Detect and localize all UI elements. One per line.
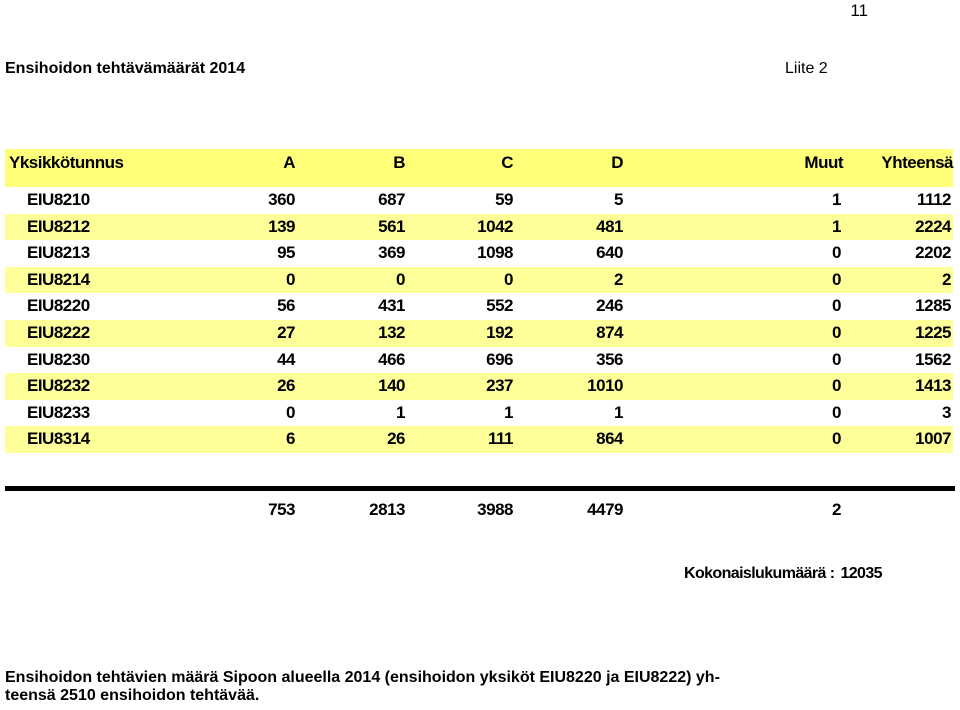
- cell-b: 1: [396, 402, 405, 422]
- caption-line-1: Ensihoidon tehtävien määrä Sipoon alueella 2014 (ensihoidon yksiköt EIU8220 ja EIU8222) yh-: [5, 669, 720, 686]
- cell-c: 1098: [477, 243, 513, 263]
- cell-c: 1: [504, 402, 513, 422]
- cell-a: 44: [277, 349, 295, 369]
- header-a: A: [283, 153, 295, 172]
- cell-c: 192: [486, 323, 513, 342]
- cell-b: 26: [387, 429, 405, 449]
- document-title: Ensihoidon tehtävämäärät 2014: [5, 60, 246, 77]
- caption: [5, 669, 885, 705]
- unit-id: EIU8213: [27, 243, 90, 263]
- table-header-row: [5, 149, 953, 187]
- table-row: [5, 320, 953, 347]
- cell-total: 1413: [915, 376, 951, 396]
- header-d: D: [611, 153, 623, 172]
- table-row: [5, 267, 953, 294]
- cell-a: 95: [277, 243, 295, 263]
- cell-total: 3: [942, 402, 951, 422]
- cell-a: 0: [286, 269, 295, 289]
- unit-id: EIU8314: [27, 429, 90, 449]
- page-number: 11: [850, 1, 868, 20]
- table-row: [5, 426, 953, 453]
- cell-other: 0: [832, 323, 841, 342]
- cell-a: 139: [268, 216, 295, 236]
- cell-c: 1042: [477, 216, 513, 236]
- cell-c: 696: [486, 349, 513, 369]
- grand-total-label: Kokonaislukumäärä :: [684, 565, 835, 582]
- tasks-table: [5, 149, 953, 455]
- cell-other: 1: [832, 190, 841, 209]
- cell-d: 5: [614, 190, 623, 209]
- total-b: 2813: [369, 500, 405, 519]
- total-other: 2: [832, 500, 841, 519]
- table-row: [5, 293, 953, 320]
- cell-total: 1562: [915, 349, 951, 369]
- cell-other: 0: [832, 296, 841, 316]
- cell-a: 6: [286, 429, 295, 449]
- unit-id: EIU8230: [27, 349, 90, 369]
- table-row: [5, 373, 953, 400]
- total-a: 753: [268, 500, 295, 519]
- cell-d: 2: [614, 269, 623, 289]
- cell-a: 360: [268, 190, 295, 209]
- cell-d: 1: [614, 402, 623, 422]
- grand-total: [684, 565, 882, 583]
- cell-a: 56: [277, 296, 295, 316]
- cell-b: 132: [378, 323, 405, 342]
- cell-total: 1112: [917, 190, 951, 209]
- header-other: Muut: [804, 153, 843, 172]
- unit-id: EIU8220: [27, 296, 90, 316]
- totals-divider: [5, 486, 955, 491]
- cell-a: 27: [277, 323, 295, 342]
- unit-id: EIU8214: [27, 269, 90, 289]
- cell-d: 356: [596, 349, 623, 369]
- cell-d: 640: [596, 243, 623, 263]
- header-total: Yhteensä: [881, 153, 953, 172]
- cell-b: 140: [378, 376, 405, 396]
- cell-other: 0: [832, 376, 841, 396]
- cell-a: 0: [286, 402, 295, 422]
- cell-other: 1: [832, 216, 841, 236]
- cell-total: 1007: [915, 429, 951, 449]
- cell-d: 481: [596, 216, 623, 236]
- cell-other: 0: [832, 402, 841, 422]
- cell-c: 552: [486, 296, 513, 316]
- cell-b: 431: [378, 296, 405, 316]
- unit-id: EIU8212: [27, 216, 90, 236]
- cell-other: 0: [832, 243, 841, 263]
- total-c: 3988: [477, 500, 513, 519]
- header-b: B: [393, 153, 405, 172]
- total-d: 4479: [587, 500, 623, 519]
- cell-c: 111: [488, 429, 513, 449]
- cell-total: 1285: [915, 296, 951, 316]
- cell-d: 874: [596, 323, 623, 342]
- unit-id: EIU8233: [27, 402, 90, 422]
- cell-c: 237: [486, 376, 513, 396]
- header-c: C: [501, 153, 513, 172]
- cell-other: 0: [832, 349, 841, 369]
- unit-id: EIU8232: [27, 376, 90, 396]
- cell-d: 246: [596, 296, 623, 316]
- cell-total: 2202: [915, 243, 951, 263]
- cell-b: 466: [378, 349, 405, 369]
- grand-total-value: 12035: [840, 565, 882, 582]
- header-unit-id: Yksikkötunnus: [9, 153, 124, 172]
- unit-id: EIU8210: [27, 190, 90, 209]
- table-row: [5, 214, 953, 241]
- cell-d: 864: [596, 429, 623, 449]
- table-row: [5, 187, 953, 214]
- cell-b: 687: [378, 190, 405, 209]
- cell-a: 26: [277, 376, 295, 396]
- cell-other: 0: [832, 429, 841, 449]
- cell-c: 0: [504, 269, 513, 289]
- cell-total: 1225: [915, 323, 951, 342]
- cell-b: 369: [378, 243, 405, 263]
- table-row: [5, 400, 953, 427]
- cell-other: 0: [832, 269, 841, 289]
- table-row: [5, 240, 953, 267]
- cell-c: 59: [495, 190, 513, 209]
- table-row: [5, 347, 953, 374]
- cell-total: 2224: [915, 216, 951, 236]
- cell-d: 1010: [587, 376, 623, 396]
- cell-total: 2: [942, 269, 951, 289]
- appendix-label: Liite 2: [785, 60, 828, 77]
- totals-row: [5, 497, 953, 525]
- cell-b: 561: [378, 216, 405, 236]
- caption-line-2: teensä 2510 ensihoidon tehtävää.: [5, 687, 260, 704]
- unit-id: EIU8222: [27, 323, 90, 342]
- cell-b: 0: [396, 269, 405, 289]
